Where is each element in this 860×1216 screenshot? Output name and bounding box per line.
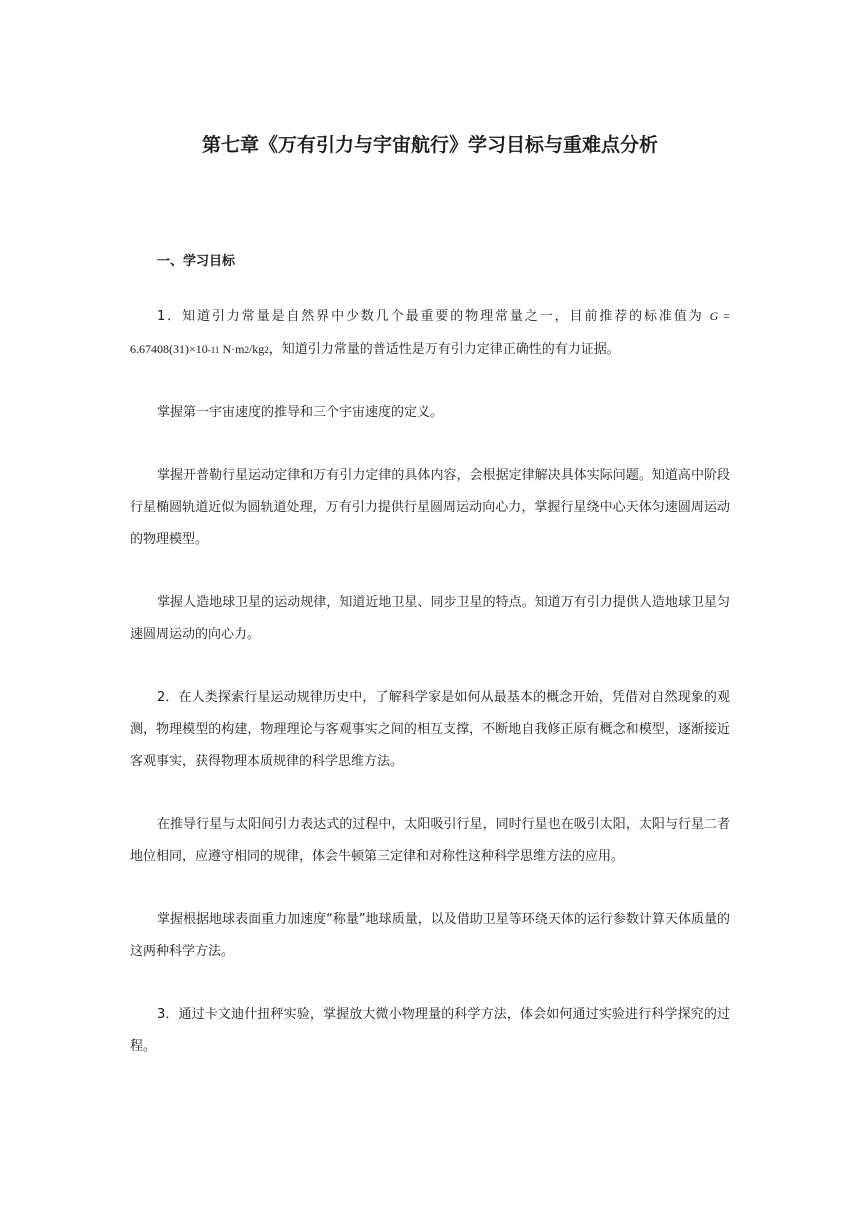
p1-text-a: 1．知道引力常量是自然界中少数几个最重要的物理常量之一，目前推荐的标准值为 — [157, 309, 710, 324]
paragraph-newton-third-law: 在推导行星与太阳间引力表达式的过程中，太阳吸引行星，同时行星也在吸引太阳，太阳与行星二者地位相同，应遵守相同的规律，体会牛顿第三定律和对称性这种科学思维方法的应用。 — [130, 817, 730, 864]
section-heading-learning-objectives: 一、学习目标 — [157, 254, 236, 269]
g-value: = 6.67408(31)×10 — [130, 309, 730, 356]
symbol-g: G — [709, 309, 719, 323]
paragraph-history-of-exploration: 2．在人类探索行星运动规律历史中，了解科学家是如何从最基本的概念开始，凭借对自然现象的观测，物理模型的构建，物理理论与客观事实之间的相互支撑，不断地自我修正原有概念和模型，逐渐接近客观事实，获得物理本质规律的科学思维方法。 — [130, 690, 730, 769]
p1-text-b: ，知道引力常量的普适性是万有引力定律正确性的有力证据。 — [268, 342, 620, 357]
exponent-2-kg: 2 — [264, 345, 269, 355]
paragraph-gravitational-constant — [130, 300, 730, 366]
paragraph-weighing-earth: 掌握根据地球表面重力加速度“称量”地球质量，以及借助卫星等环绕天体的运行参数计算天体质量的这两种科学方法。 — [130, 912, 730, 959]
paragraph-kepler-laws: 掌握开普勒行星运动定律和万有引力定律的具体内容，会根据定律解决具体实际问题。知道高中阶段行星椭圆轨道近似为圆轨道处理，万有引力提供行星圆周运动向心力，掌握行星绕中心天体匀速圆周运动的物理模型。 — [130, 468, 730, 547]
paragraph-cavendish-experiment: 3．通过卡文迪什扭秤实验，掌握放大微小物理量的科学方法，体会如何通过实验进行科学探究的过程。 — [130, 1007, 730, 1054]
exponent-minus-11: -11 — [207, 345, 220, 355]
unit-newton-meter: N·m — [219, 342, 245, 356]
paragraph-cosmic-velocity: 掌握第一宇宙速度的推导和三个宇宙速度的定义。 — [157, 405, 444, 420]
document-body — [130, 300, 730, 1094]
exponent-2-meter: 2 — [244, 345, 249, 355]
unit-per-kg: /kg — [248, 342, 265, 356]
document-title: 第七章《万有引力与宇宙航行》学习目标与重难点分析 — [201, 134, 658, 156]
paragraph-artificial-satellites: 掌握人造地球卫星的运动规律，知道近地卫星、同步卫星的特点。知道万有引力提供人造地球卫星匀速圆周运动的向心力。 — [130, 595, 730, 642]
